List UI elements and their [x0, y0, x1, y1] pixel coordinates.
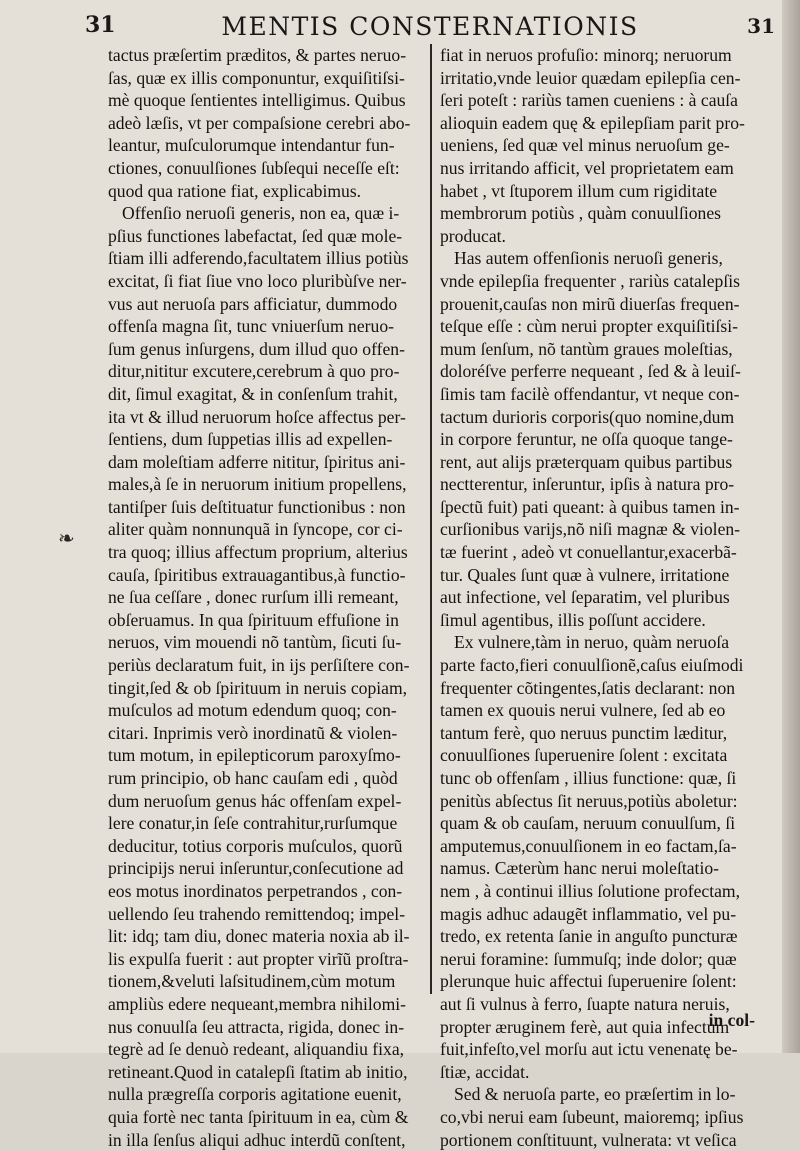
text-line: uellendo ſeu trahendo remittendoq; impel-: [108, 903, 423, 926]
text-line: obſeruamus. In qua ſpirituum effuſione in: [108, 609, 423, 632]
text-line: tactum durioris corporis(quo nomine,dum: [440, 406, 752, 429]
text-line: mum ſenſum, nõ tantùm graues moleſtias,: [440, 338, 752, 361]
text-line: dit, ſimul exagitat, & in conſenſum trahit,: [108, 383, 423, 406]
text-line: conuulſiones ſuperuenire ſolent : excitata: [440, 744, 752, 767]
text-line: nectterentur, inſeruntur, ipſis à natura pro-: [440, 473, 752, 496]
text-line: ditur,nititur excutere,cerebrum à quo pro-: [108, 360, 423, 383]
text-line: pſius functiones labefactat, ſed quæ mole-: [108, 225, 423, 248]
text-line: ſtiam illi adferendo,facultatem illius potiùs: [108, 247, 423, 270]
text-line: tantiſper ſuis deſtituatur functionibus : non: [108, 496, 423, 519]
text-line: nus conuulſa ſeu attracta, rigida, donec in-: [108, 1016, 423, 1039]
column-divider: [430, 44, 432, 994]
text-line: nus irritando afficit, vel proprietatem eam: [440, 157, 752, 180]
text-line: ſas, quæ ex illis componuntur, exquiſitiſsi-: [108, 67, 423, 90]
text-line: tactus præſertim præditos, & partes neruo-: [108, 44, 423, 67]
text-line: tamen ex quouis nerui vulnere, ſed ab eo: [440, 699, 752, 722]
text-line: penitùs abſectus ſit neruus,potiùs aboletur:: [440, 790, 752, 813]
text-line: quia fortè nec tanta ſpirituum in ea, cùm &: [108, 1106, 423, 1129]
text-line: prouenit,cauſas non mirũ diuerſas frequen-: [440, 293, 752, 316]
text-line: ſpectũ fuit) pati queant: à quibus tamen in-: [440, 496, 752, 519]
text-line: doloréſve perferre nequeant , ſed & à leuiſ-: [440, 360, 752, 383]
text-line: excitat, ſi fiat ſiue vno loco pluribùſve ner-: [108, 270, 423, 293]
text-line: fiat in neruos profuſio: minorq; neruorum: [440, 44, 752, 67]
text-line: Sed & neruoſa parte, eo præſertim in lo-: [440, 1083, 752, 1106]
text-line: in corpore feruntur, ne oſſa quoque tange-: [440, 428, 752, 451]
text-line: fuit,infeſto,vel morſu aut ictu venenatę be-: [440, 1038, 752, 1061]
text-line: tantum ferè, quo neruus punctim læditur,: [440, 722, 752, 745]
text-line: producat.: [440, 225, 752, 248]
text-line: ſtiæ, accidat.: [440, 1061, 752, 1084]
text-line: lis expulſa fuerit : aut propter virĩũ proſtra-: [108, 948, 423, 971]
text-line: nulla prægreſſa corporis agitatione euenit,: [108, 1083, 423, 1106]
text-line: dam moleſtiam adferre nititur, ſpiritus ani-: [108, 451, 423, 474]
text-line: alioquin eadem quę & epilepſiam parit pro-: [440, 112, 752, 135]
text-line: offenſa magna ſit, tunc vniuerſum neruo-: [108, 315, 423, 338]
text-line: adeò læſis, vt per compaſsione cerebri abo-: [108, 112, 423, 135]
text-line: tionem,&veluti laſsitudinem,cùm motum: [108, 970, 423, 993]
text-line: dum neruoſum genus hác offenſam expel-: [108, 790, 423, 813]
text-line: ſeri poteſt : rariùs tamen cueniens : à cauſa: [440, 89, 752, 112]
text-line: ne ſua ceſſare , donec rurſum illi remeant,: [108, 586, 423, 609]
text-line: namus. Cæterùm hanc nerui moleſtatio-: [440, 857, 752, 880]
page-number-right: 31: [747, 14, 775, 38]
text-line: ctiones, conuulſiones ſubſequi neceſſe eſt:: [108, 157, 423, 180]
text-line: Ex vulnere,tàm in neruo, quàm neruoſa: [440, 631, 752, 654]
text-line: muſculos ad motum edendum quoq; con-: [108, 699, 423, 722]
text-line: lit: idq; tam diu, donec materia noxia ab il-: [108, 925, 423, 948]
text-line: mè quoque ſentientes intelligimus. Quibus: [108, 89, 423, 112]
text-line: principijs nerui inſeruntur,conſecutione ad: [108, 857, 423, 880]
text-line: aut ſi vulnus à ferro, ſuapte natura neruis,: [440, 993, 752, 1016]
text-line: teſque eſſe : cùm nerui propter exquiſitiſsi-: [440, 315, 752, 338]
text-line: tra quoq; illius affectum proprium, alterius: [108, 541, 423, 564]
text-line: co,vbi nerui eam ſubeunt, maioremq; ipſius: [440, 1106, 752, 1129]
right-text-column: [440, 44, 752, 1004]
text-line: ſimul agentibus, illis poſſunt accidere.: [440, 609, 752, 632]
text-line: ſimis tam facilè offendantur, vt neque con-: [440, 383, 752, 406]
text-line: aut infectione, vel ſeparatim, vel pluribus: [440, 586, 752, 609]
text-line: portionem conſtituunt, vulnerata: vt veſica: [440, 1129, 752, 1151]
text-line: Offenſio neruoſi generis, non ea, quæ i-: [108, 202, 423, 225]
text-line: magis adhuc adaugẽt inflammatio, vel pu-: [440, 903, 752, 926]
text-line: lere conatur,in ſeſe contrahitur,rurſumque: [108, 812, 423, 835]
text-line: tingit,ſed & ob ſpirituum in neruis copiam,: [108, 677, 423, 700]
text-line: in illa ſenſus aliqui adhuc interdũ conſtent,: [108, 1129, 423, 1151]
text-line: habet , vt ſtuporem illum cum rigiditate: [440, 180, 752, 203]
text-line: tur. Quales ſunt quæ à vulnere, irritatione: [440, 564, 752, 587]
page-edge-shadow: [782, 0, 800, 1053]
text-line: tum motum, in epilepticorum paroxyſmo-: [108, 744, 423, 767]
text-line: quam & ob cauſam, neruum conuulſum, ſi: [440, 812, 752, 835]
text-line: aliter quàm nonnunquã in ſyncope, cor ci-: [108, 518, 423, 541]
text-line: rum principio, ob hanc cauſam edi , quòd: [108, 767, 423, 790]
text-line: ſum genus inſurgens, dum illud quo offen-: [108, 338, 423, 361]
text-line: citari. Inprimis verò inordinatũ & violen-: [108, 722, 423, 745]
text-line: nem , à continui illius ſolutione profectam,: [440, 880, 752, 903]
text-line: nerui foramine: ſummuſq; inde dolor; quæ: [440, 948, 752, 971]
text-line: vus aut neruoſa pars afficiatur, dummodo: [108, 293, 423, 316]
text-line: parte facto,fieri conuulſionẽ,caſus eiuſmodi: [440, 654, 752, 677]
marginal-mark: ❧: [58, 526, 75, 550]
page-header: [85, 8, 775, 42]
text-line: vnde epilepſia frequenter , rariùs catalepſis: [440, 270, 752, 293]
text-line: membrorum potiùs , quàm conuulſiones: [440, 202, 752, 225]
text-line: ita vt & illud neruorum hoſce affectus per-: [108, 406, 423, 429]
text-line: ueniens, ſed quæ vel minus neruoſum ge-: [440, 134, 752, 157]
page-number-left: 31: [85, 12, 116, 38]
text-line: irritatio,vnde leuior quædam epilepſia cen-: [440, 67, 752, 90]
text-line: retineant.Quod in catalepſi ſtatim ab initio,: [108, 1061, 423, 1084]
text-line: deducitur, totius corporis muſculos, quorũ: [108, 835, 423, 858]
text-line: amputemus,conuulſionem in eo factam,ſa-: [440, 835, 752, 858]
text-line: quod qua ratione fiat, explicabimus.: [108, 180, 423, 203]
text-line: curſionibus varijs,nõ niſi magnæ & violen-: [440, 518, 752, 541]
text-line: males,à ſe in neruorum initium propellens,: [108, 473, 423, 496]
catchword: in col-: [709, 1010, 755, 1031]
text-line: leantur, muſculorumque intendantur fun-: [108, 134, 423, 157]
text-line: tredo, ex retenta ſanie in anguſto puncturæ: [440, 925, 752, 948]
text-line: cauſa, ſpiritibus extrauagantibus,à functio-: [108, 564, 423, 587]
text-line: propter æruginem ferè, aut quia infectum: [440, 1016, 752, 1039]
text-line: ſentiens, dum ſuppetias illis ad expellen-: [108, 428, 423, 451]
text-line: ampliùs edere nequeant,membra nihilomi-: [108, 993, 423, 1016]
text-line: tunc ob offenſam , illius functione: quæ, ſi: [440, 767, 752, 790]
left-text-column: [108, 44, 423, 1004]
running-head: MENTIS CONSTERNATIONIS: [125, 12, 735, 41]
text-line: rent, aut alijs præterquam quibus partibus: [440, 451, 752, 474]
text-line: tegrè ad ſe denuò redeant, aliquandiu fixa,: [108, 1038, 423, 1061]
text-line: plerunque huic affectui ſuperuenire ſolent:: [440, 970, 752, 993]
text-line: eos motus inordinatos perpetrandos , con-: [108, 880, 423, 903]
text-line: tæ fuerint , adeò vt conuellantur,exacerbã-: [440, 541, 752, 564]
text-line: neruos, vim mouendi nõ tantùm, ſicuti ſu-: [108, 631, 423, 654]
text-line: Has autem offenſionis neruoſi generis,: [440, 247, 752, 270]
text-line: frequenter cõtingentes,ſatis declarant: non: [440, 677, 752, 700]
text-line: periùs declaratum fuit, in ijs perſiſtere con-: [108, 654, 423, 677]
